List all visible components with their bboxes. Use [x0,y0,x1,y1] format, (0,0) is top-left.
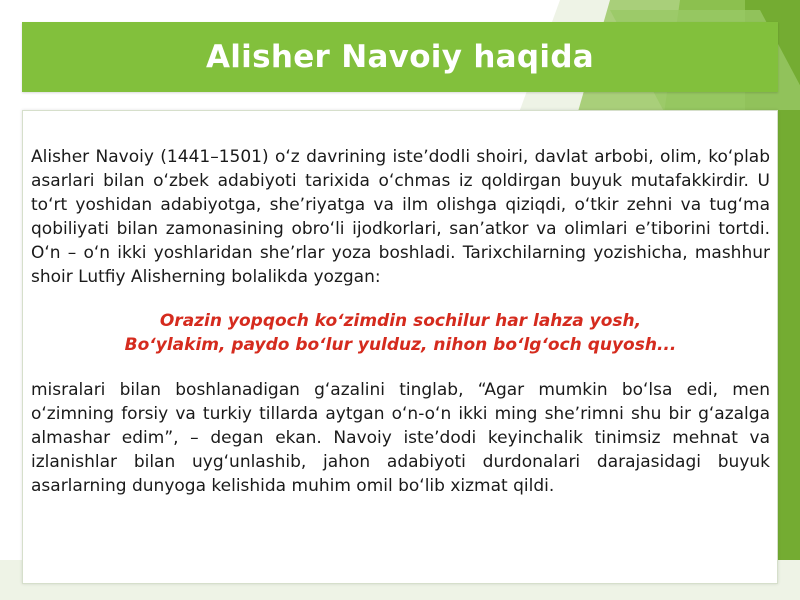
verse-line-1: Orazin yopqoch koʻzimdin sochilur har lahza yosh, [159,311,642,332]
content-box [22,110,778,584]
closing-paragraph: misralari bilan boshlanadigan gʻazalini tinglab, “Agar mumkin boʻlsa edi, men oʻzimning forsiy va turkiy tillarda aytgan oʻn-oʻn ikki ming sheʼrimni shu bir gʻazalga almashar edim”, – degan ekan. Navoiy isteʼdodi keyinchalik tinimsiz mehnat va izlanishlar bilan uygʻunlashib, jahon adabiyoti durdonalari darajasidagi buyuk asarlarning dunyoga kelishida muhim omil boʻlib xizmat qildi. [31,380,770,497]
intro-paragraph: Alisher Navoiy (1441–1501) oʻz davrining isteʼdodli shoiri, davlat arbobi, olim, koʻplab asarlari bilan oʻzbek adabiyoti tarixida oʻchmas iz qoldirgan buyuk mutafakkirdir. U toʻrt yoshidan adabiyotga, sheʼriyatga va ilm olishga qiziqdi, oʻtkir zehni va tugʻma qobiliyati bilan zamonasining obroʻli ijodkorlari, sanʼatkor va olimlari eʼtiborini tortdi. Oʻn – oʻn ikki yoshlaridan sheʼrlar yoza boshladi. Tarixchilarning yozishicha, mashhur shoir Lutfiy Alisherning bolalikda yozgan: [31,147,770,287]
verse-quote [31,309,770,357]
title-bar [22,22,778,92]
slide-title: Alisher Navoiy haqida [205,39,595,75]
content-text-block [31,146,770,499]
verse-line-2: Boʻylakim, paydo boʻlur yulduz, nihon boʻlgʻoch quyosh... [124,335,677,356]
